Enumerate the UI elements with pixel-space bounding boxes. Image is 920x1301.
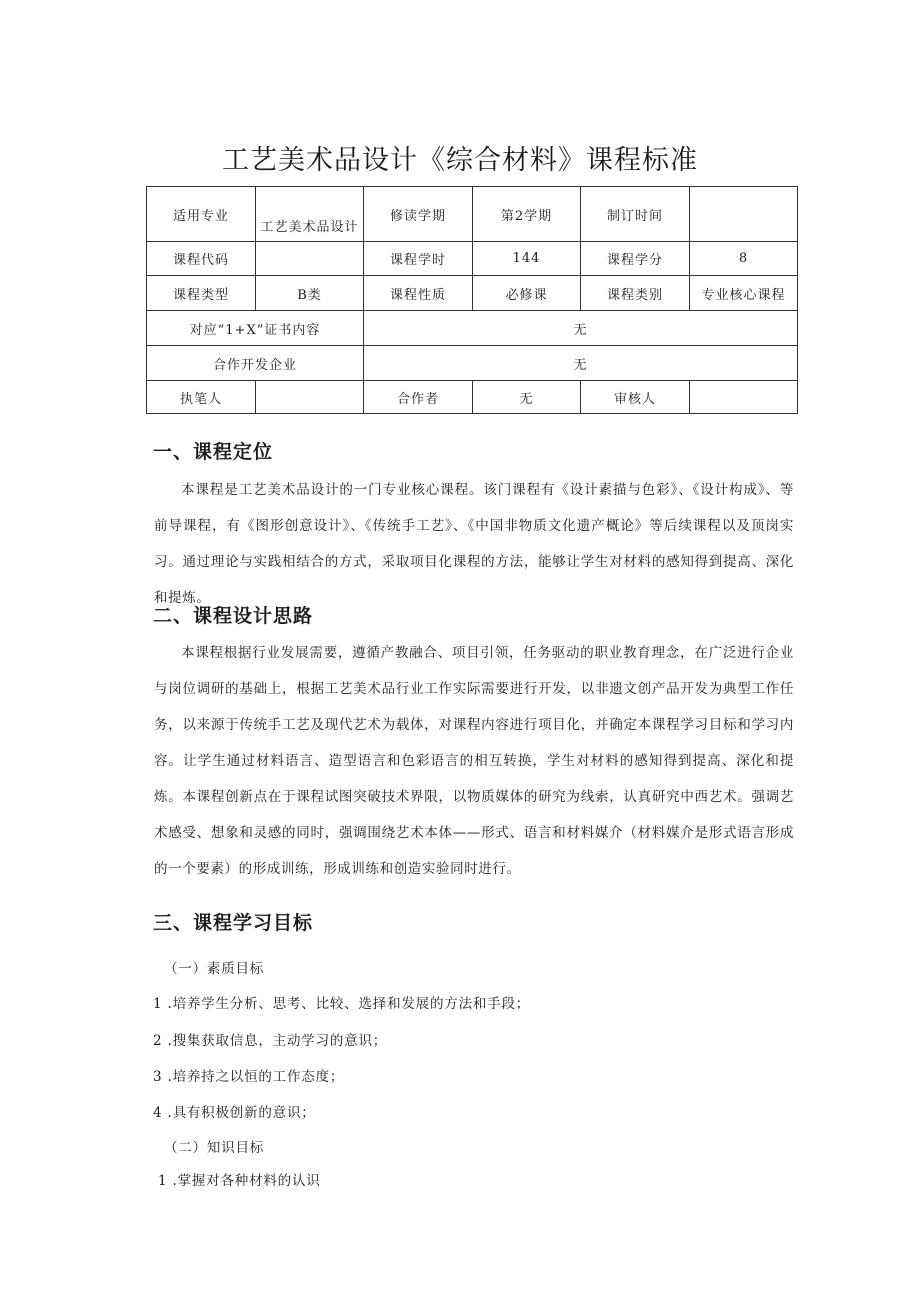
date-value [690,187,798,242]
credit-value: 8 [690,242,798,276]
term-value: 第2学期 [473,187,581,242]
course-info-table [146,186,798,414]
section-1-heading: 一、课程定位 [153,441,274,463]
partner-label: 合作者 [364,381,473,414]
major-label: 适用专业 [147,187,256,242]
code-value [256,242,364,276]
cert-label: 对应“1+X”证书内容 [147,311,364,346]
term-label: 修读学期 [364,187,473,242]
quality-goal-item: 2 .搜集获取信息，主动学习的意识； [153,1033,388,1049]
category-value: 专业核心课程 [690,276,798,311]
enterprise-value: 无 [364,346,798,381]
quality-goal-item: 1 .培养学生分析、思考、比较、选择和发展的方法和手段； [153,996,531,1012]
subheading-quality-goals: （一）素质目标 [164,961,265,977]
credit-label: 课程学分 [581,242,690,276]
nature-value: 必修课 [473,276,581,311]
hours-value: 144 [473,242,581,276]
author-value [256,381,364,414]
type-value: B类 [256,276,364,311]
major-value: 工艺美术品设计 [256,187,364,242]
code-label: 课程代码 [147,242,256,276]
knowledge-goal-item: 1 .掌握对各种材料的认识 [158,1173,321,1189]
hours-label: 课程学时 [364,242,473,276]
section-2-body: 本课程根据行业发展需要，遵循产教融合、项目引领，任务驱动的职业教育理念，在广泛进行企业与岗位调研的基础上，根据工艺美术品行业工作实际需要进行开发，以非遗文创产品开发为典型工作任务，以来源于传统手工艺及现代艺术为载体，对课程内容进行项目化，并确定本课程学习目标和学习内容。让学生通过材料语言、造型语言和色彩语言的相互转换，学生对材料的感知得到提高、深化和提炼。本课程创新点在于课程试图突破技术界限，以物质媒体的研究为线索，认真研究中西艺术。强调艺术感受、想象和灵感的同时，强调围绕艺术本体——形式、语言和材料媒介（材料媒介是形式语言形成的一个要素）的形成训练，形成训练和创造实验同时进行。 [154,645,794,877]
quality-goal-item: 3 .培养持之以恒的工作态度； [153,1069,345,1085]
nature-label: 课程性质 [364,276,473,311]
section-1-body: 本课程是工艺美术品设计的一门专业核心课程。该门课程有《设计素描与色彩》、《设计构成》、等前导课程，有《图形创意设计》、《传统手工艺》、《中国非物质文化遗产概论》等后续课程以及顶岗实习。通过理论与实践相结合的方式，采取项目化课程的方法，能够让学生对材料的感知得到提高、深化和提炼。 [154,482,794,606]
partner-value: 无 [473,381,581,414]
reviewer-value [690,381,798,414]
type-label: 课程类型 [147,276,256,311]
reviewer-label: 审核人 [581,381,690,414]
section-2-heading: 二、课程设计思路 [153,605,314,627]
quality-goal-item: 4 .具有积极创新的意识； [153,1105,316,1121]
date-label: 制订时间 [581,187,690,242]
category-label: 课程类别 [581,276,690,311]
cert-value: 无 [364,311,798,346]
section-3-heading: 三、课程学习目标 [153,912,314,934]
enterprise-label: 合作开发企业 [147,346,364,381]
document-title: 工艺美术品设计《综合材料》课程标准 [222,145,698,176]
author-label: 执笔人 [147,381,256,414]
subheading-knowledge-goals: （二）知识目标 [164,1140,265,1156]
